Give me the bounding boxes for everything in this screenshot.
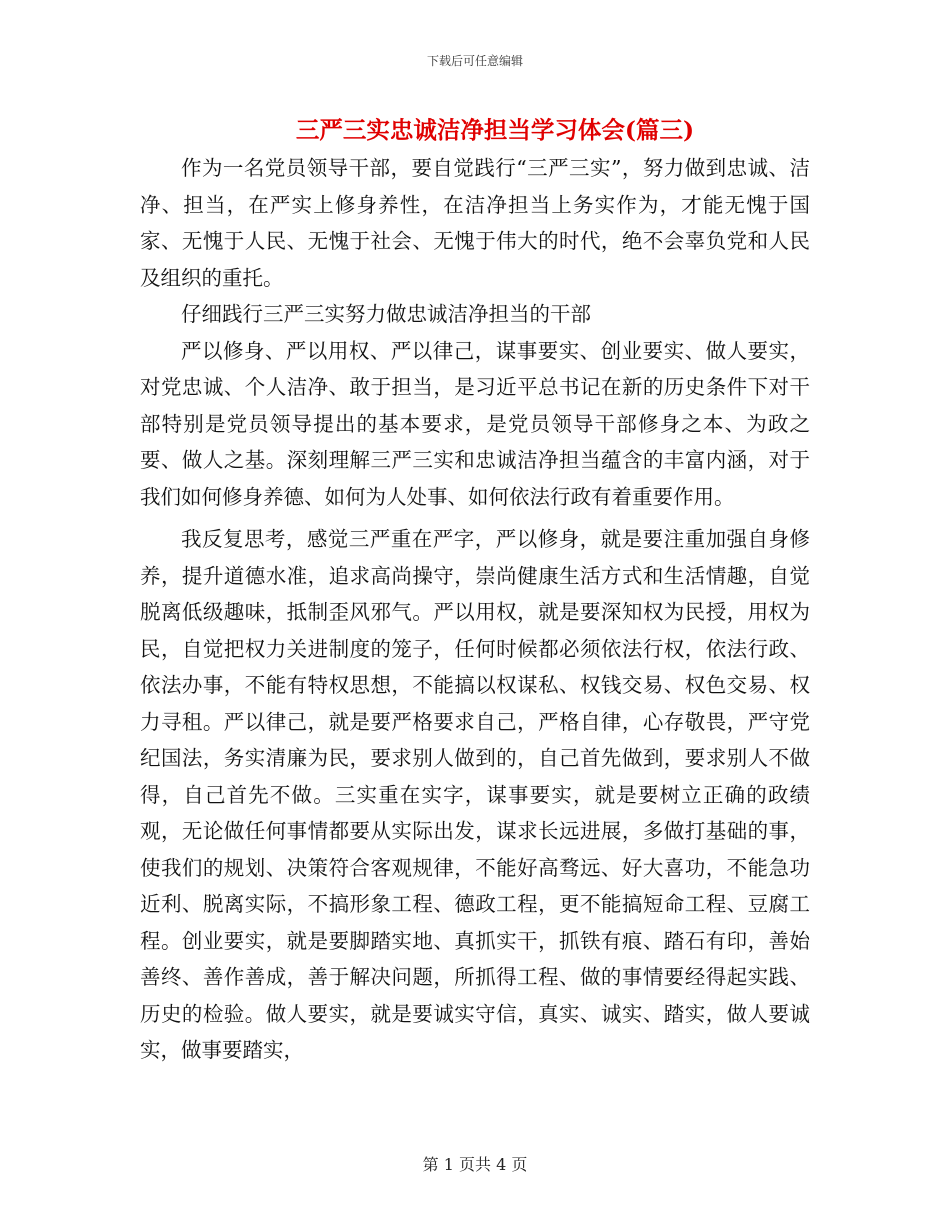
paragraph-intro: 作为一名党员领导干部，要自觉践行“三严三实”，努力做到忠诚、洁净、担当，在严实上修身养性，在洁净担当上务实作为，才能无愧于国家、无愧于人民、无愧于社会、无愧于伟大的时代，绝不会辜负党和人民及组织的重托。 (140, 156, 810, 290)
paragraph-requirements: 严以修身、严以用权、严以律己，谋事要实、创业要实、做人要实，对党忠诚、个人洁净、敢于担当，是习近平总书记在新的历史条件下对干部特别是党员领导提出的基本要求，是党员领导干部修身之本、为政之要、做人之基。深刻理解三严三实和忠诚洁净担当蕴含的丰富内涵，对于我们如何修身养德、如何为人处事、如何依法行政有着重要作用。 (140, 338, 810, 509)
paragraph-subheading: 仔细践行三严三实努力做忠诚洁净担当的干部 (181, 302, 591, 326)
page-number: 第 1 页共 4 页 (422, 1155, 528, 1174)
document-title: 三严三实忠诚洁净担当学习体会(篇三) (295, 116, 695, 144)
document-body (140, 150, 810, 1069)
page-header-note: 下载后可任意编辑 (426, 54, 523, 68)
paragraph-reflection: 我反复思考，感觉三严重在严字，严以修身，就是要注重加强自身修养，提升道德水准，追求高尚操守，崇尚健康生活方式和生活情趣，自觉脱离低级趣味，抵制歪风邪气。严以用权，就是要深知权为民授，用权为民，自觉把权力关进制度的笼子，任何时候都必须依法行权，依法行政、依法办事，不能有特权思想，不能搞以权谋私、权钱交易、权色交易、权力寻租。严以律己，就是要严格要求自己，严格自律，心存敬畏，严守党纪国法，务实清廉为民，要求别人做到的，自己首先做到，要求别人不做得，自己首先不做。三实重在实字，谋事要实，就是要树立正确的政绩观，无论做任何事情都要从实际出发，谋求长远进展，多做打基础的事，使我们的规划、决策符合客观规律，不能好高骛远、好大喜功，不能急功近利、脱离实际，不搞形象工程、德政工程，更不能搞短命工程、豆腐工程。创业要实，就是要脚踏实地、真抓实干，抓铁有痕、踏石有印，善始善终、善作善成，善于解决问题，所抓得工程、做的事情要经得起实践、历史的检验。做人要实，就是要诚实守信，真实、诚实、踏实，做人要诚实，做事要踏实， (140, 527, 810, 1062)
